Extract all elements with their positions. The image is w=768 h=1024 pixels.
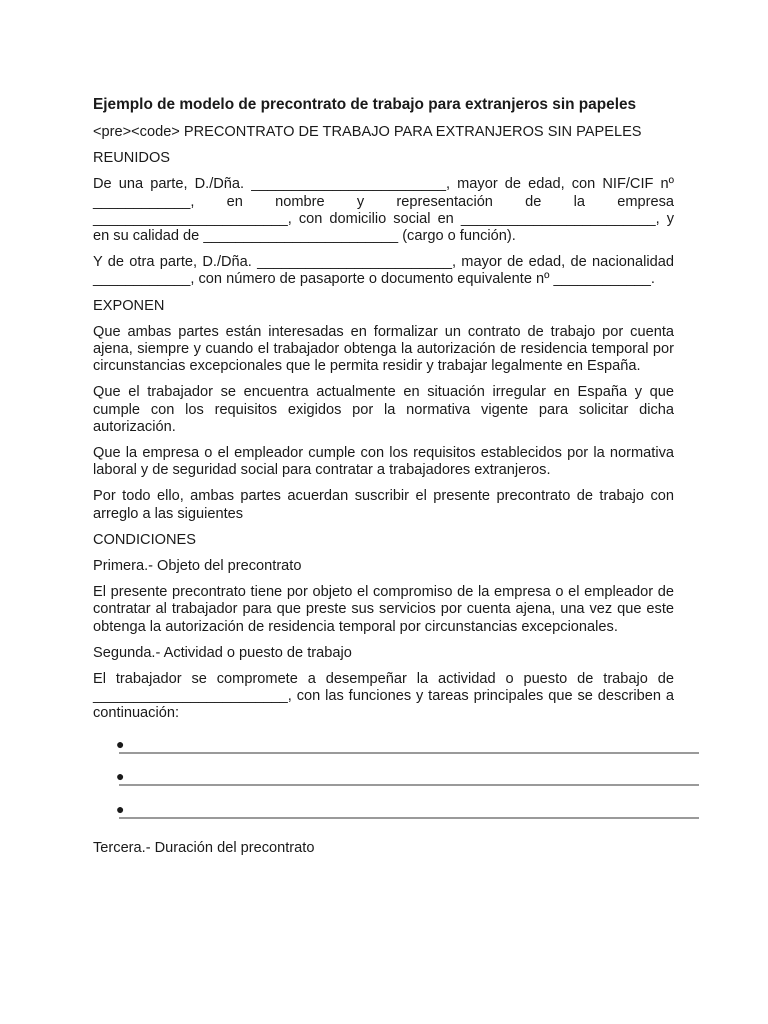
task-bullet-list (116, 732, 699, 830)
clause-text-segunda: El trabajador se compromete a desempeñar la actividad o puesto de trabajo de ________________________, con las funciones y tareas principales que se describen a continuación: (93, 671, 674, 722)
paragraph-exponen-3: Que la empresa o el empleador cumple con los requisitos establecidos por la normativa laboral y de seguridad social para contratar a trabajadores extranjeros. (93, 445, 674, 479)
list-item (116, 797, 699, 830)
paragraph-exponen-4: Por todo ello, ambas partes acuerdan suscribir el presente precontrato de trabajo con arreglo a las siguientes (93, 488, 674, 522)
paragraph-exponen-2: Que el trabajador se encuentra actualmente en situación irregular en España y que cumple con los requisitos exigidos por la normativa vigente para solicitar dicha autorización. (93, 384, 674, 435)
clause-text-primera: El presente precontrato tiene por objeto el compromiso de la empresa o el empleador de contratar al trabajador para que preste sus servicios por cuenta ajena, una vez que este obtenga la autorización de residencia temporal por circunstancias excepcionales. (93, 584, 674, 635)
blank-line (119, 752, 699, 754)
blank-line (119, 784, 699, 786)
code-heading: <pre><code> PRECONTRATO DE TRABAJO PARA EXTRANJEROS SIN PAPELES (93, 124, 642, 140)
section-heading-condiciones: CONDICIONES (93, 531, 196, 548)
clause-title-segunda: Segunda.- Actividad o puesto de trabajo (93, 644, 352, 661)
blank-line (119, 817, 699, 819)
section-heading-reunidos: REUNIDOS (93, 150, 171, 167)
clause-title-tercera: Tercera.- Duración del precontrato (93, 840, 315, 857)
list-item (116, 732, 699, 765)
bullet-icon: ● (116, 768, 125, 785)
document-page (93, 95, 674, 866)
bullet-icon: ● (116, 800, 125, 817)
paragraph-party-one: De una parte, D./Dña. ________________________, mayor de edad, con NIF/CIF nº ____________, en nombre y representación de la empresa ________________________, con domicilio social en ________________________, y en su calidad de ________________________ (cargo o función). (93, 176, 674, 245)
clause-title-primera: Primera.- Objeto del precontrato (93, 558, 302, 575)
list-item (116, 764, 699, 797)
paragraph-party-two: Y de otra parte, D./Dña. ________________________, mayor de edad, de nacionalidad ____________, con número de pasaporte o documento equivalente nº ____________. (93, 254, 674, 288)
paragraph-exponen-1: Que ambas partes están interesadas en formalizar un contrato de trabajo por cuenta ajena, siempre y cuando el trabajador obtenga la autorización de residencia temporal por circunstancias excepcionales que le permita residir y trabajar legalmente en España. (93, 323, 674, 375)
section-heading-exponen: EXPONEN (93, 297, 165, 314)
bullet-icon: ● (116, 735, 125, 752)
document-title: Ejemplo de modelo de precontrato de trabajo para extranjeros sin papeles (93, 96, 637, 113)
